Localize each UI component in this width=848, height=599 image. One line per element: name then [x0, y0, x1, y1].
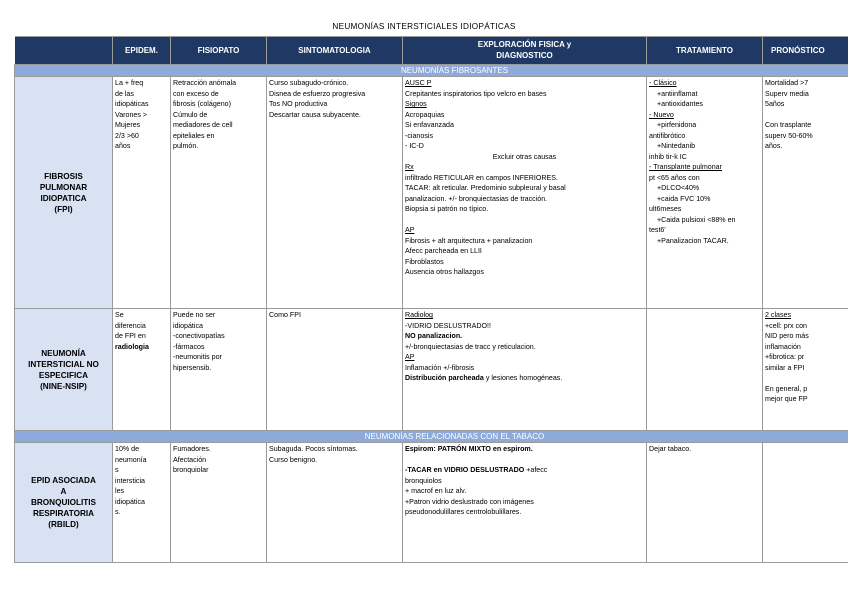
- text-line: -cianosis: [405, 131, 433, 140]
- rbild-pronostico: [763, 443, 848, 563]
- text-line: idiopáticas: [115, 100, 149, 108]
- text-line: +cell: prx con: [765, 321, 807, 330]
- rbild-epidem: [113, 443, 171, 563]
- text-line: NO panalizacion.: [405, 332, 463, 340]
- text-line: Como FPI: [269, 311, 301, 319]
- fpi-sintomatologia: [267, 77, 403, 309]
- spacer-line: [765, 110, 848, 121]
- text-line: +DLCO<40%: [657, 184, 700, 192]
- text-line: Cúmulo de: [173, 110, 208, 119]
- nsip-fisiopato: [171, 309, 267, 431]
- text-line: con exceso de: [173, 89, 219, 98]
- text-line: antifibrótico: [649, 131, 686, 140]
- text-line: 2/3 >60: [115, 131, 139, 140]
- clasico-label: - Clásico: [649, 79, 677, 87]
- text-line: epiteliales en: [173, 131, 215, 140]
- text-line: -conectivopatías: [173, 332, 225, 340]
- text-line: bronquiolar: [173, 466, 209, 474]
- text-line: Puede no ser: [173, 311, 216, 319]
- text-line: mediadores de cell: [173, 121, 233, 129]
- row-name-line: ESPECIFICA: [38, 370, 89, 380]
- text-line: 5años: [765, 100, 785, 108]
- text-line: Fibrosis + alt arquitectura + panalizacion: [405, 236, 533, 245]
- fpi-fisiopato: [171, 77, 267, 309]
- text-line: pt <65 años con: [649, 173, 700, 182]
- text-line: diferencia: [115, 321, 146, 330]
- fpi-pronostico: [763, 77, 848, 309]
- header-pronostico: PRONÓSTICO: [763, 37, 848, 65]
- header-exploracion-line1: EXPLORACIÓN FISICA y: [477, 40, 572, 49]
- text-line: panalizacion. +/- bronquiectasias de tracción.: [405, 194, 548, 203]
- nsip-epidem: [113, 309, 171, 431]
- text-line: infiltrado RETICULAR en campos INFERIORES.: [405, 173, 558, 182]
- text-line: Inflamación +/-fibrosis: [405, 363, 475, 372]
- text-line: +pirfenidona: [657, 121, 697, 129]
- text-line: idiopática: [173, 321, 203, 330]
- row-name-nsip: [15, 309, 113, 431]
- text-line: neumonía: [115, 455, 147, 464]
- text-line: Mujeres: [115, 121, 141, 129]
- text-line: idiopática: [115, 497, 145, 506]
- text-line: +Patron vidrio deslustrado con imágenes: [405, 497, 534, 506]
- dist-rest: y lesiones homogéneas.: [483, 374, 563, 382]
- header-epidem: EPIDEM.: [113, 37, 171, 65]
- table-row-rbild: [15, 443, 848, 563]
- table-row-nsip: [15, 309, 848, 431]
- spacer-line: [405, 215, 644, 226]
- text-line: Varones >: [115, 110, 148, 119]
- text-line: Mortalidad >7: [765, 79, 809, 87]
- text-line: Disnea de esfuerzo progresiva: [269, 89, 366, 98]
- text-line: bronquiolos: [405, 476, 442, 485]
- fpi-exploracion: [403, 77, 647, 309]
- text-line: Afectación: [173, 455, 207, 464]
- nsip-tratamiento: [647, 309, 763, 431]
- radiolog-label: Radiolog: [405, 311, 434, 319]
- text-line: -fármacos: [173, 342, 205, 351]
- text-line: [405, 465, 644, 476]
- text-line: pseudonodulillares centrolobulillares.: [405, 508, 522, 516]
- text-line: test6': [649, 226, 666, 234]
- rx-label: Rx: [405, 163, 414, 171]
- text-line: inhib tir-k IC: [649, 152, 687, 161]
- text-line: Dejar tabaco.: [649, 445, 692, 453]
- row-name-line: PULMONAR: [39, 182, 88, 192]
- text-line: radiologia: [115, 342, 149, 351]
- text-line: Curso benigno.: [269, 455, 318, 464]
- row-name-line: IDIOPATICA: [40, 193, 87, 203]
- text-line: -VIDRIO DESLUSTRADO!!: [405, 321, 491, 330]
- rbild-tratamiento: [647, 443, 763, 563]
- ap-label: AP: [405, 226, 415, 234]
- band-row-fibrosantes: [15, 65, 848, 77]
- text-line: Con trasplante: [765, 121, 812, 129]
- text-line: +Nintedanib: [657, 142, 696, 150]
- text-line: NID pero más: [765, 332, 809, 340]
- nsip-pronostico: [763, 309, 848, 431]
- fpi-tratamiento: [647, 77, 763, 309]
- text-line: mejor que FP: [765, 395, 808, 403]
- text-line: +Caida pulsioxi <88% en: [657, 215, 736, 224]
- ap-label: AP: [405, 353, 415, 361]
- header-tratamiento: TRATAMIENTO: [647, 37, 763, 65]
- row-name-line: FIBROSIS: [44, 171, 83, 181]
- text-line: Superv media: [765, 89, 809, 98]
- diseases-table: [14, 36, 848, 563]
- excluir-text: Excluir otras causas: [492, 152, 557, 161]
- text-line: Crepitantes inspiratorios tipo velcro en bases: [405, 89, 547, 98]
- text-line: intersticia: [115, 476, 145, 485]
- row-name-line: BRONQUIOLITIS: [30, 498, 97, 507]
- text-line: +antioxidantes: [657, 100, 703, 108]
- header-corner: [15, 37, 113, 65]
- header-fisiopato: FISIOPATO: [171, 37, 267, 65]
- text-line: Afecc parcheada en LLII: [405, 247, 482, 255]
- text-line: hipersensib.: [173, 363, 212, 372]
- text-line: La + freq: [115, 79, 144, 87]
- text-line: Espirom: PATRÓN MIXTO en espirom.: [405, 445, 533, 453]
- text-line: En general, p: [765, 384, 808, 393]
- text-line: s: [115, 466, 119, 474]
- text-line: +fibrotica: pr: [765, 353, 805, 361]
- header-row: [15, 37, 848, 65]
- nsip-exploracion: [403, 309, 647, 431]
- row-name-line: (FPI): [54, 204, 73, 214]
- text-line: [405, 373, 644, 384]
- text-line: ult6meses: [649, 205, 682, 213]
- text-line: + macrof en luz alv.: [405, 487, 467, 495]
- text-line: similar a FPI: [765, 363, 805, 372]
- row-name-line: INTERSTICIAL NO: [28, 359, 99, 369]
- text-line: inflamación: [765, 342, 801, 351]
- text-line: -neumonitis por: [173, 353, 222, 361]
- text-line: +antiinflamat: [657, 89, 698, 98]
- transplante-label: - Transplante pulmonar: [649, 163, 722, 171]
- spacer-line: [765, 373, 848, 384]
- header-exploracion: [403, 37, 647, 65]
- text-line: superv 50-60%: [765, 131, 813, 140]
- tacar-rest: +afecc: [524, 466, 548, 474]
- clases-label: 2 clases: [765, 311, 792, 319]
- text-line: Biopsia si patrón no típico.: [405, 205, 489, 213]
- row-name-line: (NINE-NSIP): [40, 381, 87, 391]
- text-line: TACAR: alt reticular. Predominio subpleural y basal: [405, 184, 566, 192]
- text-line: les: [115, 487, 125, 495]
- text-line: Si enfavanzada: [405, 121, 454, 129]
- spacer-line: [405, 455, 644, 466]
- row-name-line: (RBILD): [48, 520, 79, 529]
- text-line: - IC-D: [405, 142, 424, 150]
- band-tabaco: NEUMONÍAS RELACIONADAS CON EL TABACO: [15, 431, 848, 443]
- text-line: s.: [115, 508, 121, 516]
- text-line: años.: [765, 142, 783, 150]
- fpi-epidem: [113, 77, 171, 309]
- text-line: fibrosis (colágeno): [173, 100, 231, 108]
- signos-label: Signos: [405, 100, 427, 108]
- text-line: Acropaquias: [405, 110, 445, 119]
- text-line: años: [115, 142, 131, 150]
- nuevo-label: - Nuevo: [649, 110, 674, 119]
- row-name-line: EPID ASOCIADA: [31, 476, 96, 485]
- rbild-exploracion: [403, 443, 647, 563]
- text-line: +Panalizacion TACAR.: [657, 236, 729, 245]
- row-name-line: RESPIRATORIA: [32, 509, 95, 518]
- tacar-bold: -TACAR en VIDRIO DESLUSTRADO: [405, 466, 525, 474]
- text-line: +/-bronquiectasias de tracc y reticulacion.: [405, 342, 536, 351]
- ausc-label: AUSC P: [405, 79, 432, 87]
- text-line: Subaguda. Pocos síntomas.: [269, 445, 358, 453]
- text-line: Fibroblastos: [405, 257, 444, 266]
- row-name-line: NEUMONÍA: [41, 348, 86, 358]
- row-name-fpi: [15, 77, 113, 309]
- rbild-fisiopato: [171, 443, 267, 563]
- text-line: de las: [115, 89, 134, 98]
- table-row-fpi: [15, 77, 848, 309]
- text-line: Fumadores.: [173, 445, 211, 453]
- band-row-tabaco: [15, 431, 848, 443]
- text-line: Ausencia otros hallazgos: [405, 268, 484, 276]
- text-line: +caida FVC 10%: [657, 194, 711, 203]
- rbild-sintomatologia: [267, 443, 403, 563]
- row-name-line: A: [60, 487, 67, 496]
- text-line: 10% de: [115, 445, 140, 453]
- header-exploracion-line2: DIAGNOSTICO: [496, 50, 553, 60]
- text-line: Curso subagudo-crónico.: [269, 79, 349, 87]
- text-line: Se: [115, 311, 124, 319]
- text-line: pulmón.: [173, 142, 199, 150]
- dist-bold: Distribución parcheada: [405, 374, 484, 382]
- text-line: de FPI en: [115, 332, 146, 340]
- row-name-rbild: [15, 443, 113, 563]
- document-title: NEUMONÍAS INTERSTICIALES IDIOPÁTICAS: [332, 22, 516, 31]
- text-line: Descartar causa subyacente.: [269, 110, 361, 119]
- band-fibrosantes: NEUMONÍAS FIBROSANTES: [15, 65, 848, 77]
- text-line: Tos NO productiva: [269, 100, 328, 108]
- text-line: Retracción anómala: [173, 79, 237, 87]
- header-sintomatologia: SINTOMATOLOGIA: [267, 37, 403, 65]
- nsip-sintomatologia: [267, 309, 403, 431]
